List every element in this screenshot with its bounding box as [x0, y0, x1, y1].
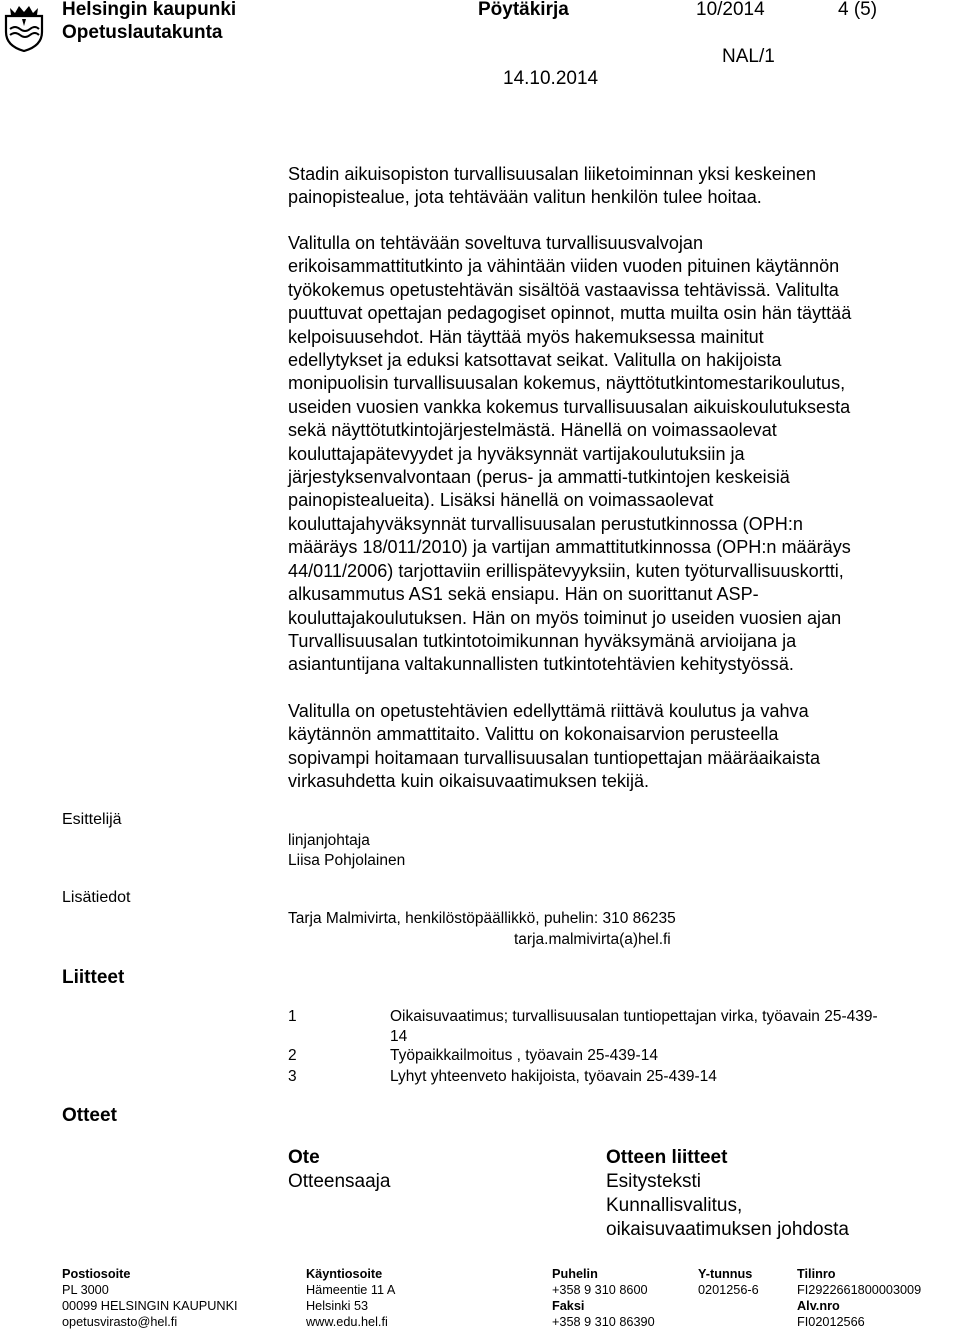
paragraph-2	[288, 232, 948, 677]
text-line: alkusammutus AS1 sekä ensiapu. Hän on suorittanut ASP-	[288, 584, 759, 605]
helsinki-crest-logo	[2, 2, 46, 52]
text-line: työkokemus opetustehtävän sisältöä vastaavissa tehtävissä. Valitulta	[288, 279, 839, 300]
extract-recipient-header: Ote	[288, 1147, 320, 1168]
contact-email: tarja.malmivirta(a)hel.fi	[514, 931, 671, 948]
text-line: virkasuhdetta kuin oikaisuvaatimuksen tekijä.	[288, 771, 650, 792]
footer-phone	[552, 1266, 655, 1330]
contact-line: Tarja Malmivirta, henkilöstöpäällikkö, puhelin: 310 86235	[288, 910, 676, 927]
footer-text: PL 3000	[62, 1283, 109, 1297]
footer-header: Käyntiosoite	[306, 1267, 383, 1281]
text-line: Valitulla on opetustehtävien edellyttämä riittävä koulutus ja vahva	[288, 701, 809, 721]
section-code: NAL/1	[722, 46, 775, 67]
text-line: 44/011/2006) tarjottaviin erillispätevyyksiin, kuten työturvallisuuskortti,	[288, 560, 844, 581]
footer-visit	[306, 1266, 395, 1330]
footer-header: Faksi	[552, 1299, 585, 1313]
meeting-date: 14.10.2014	[503, 68, 599, 89]
footer-header: Alv.nro	[797, 1299, 840, 1313]
document-type: Pöytäkirja	[478, 0, 569, 20]
text-line: edellytykset ja eduksi katsottavat seikat. Valitulla on hakijoista	[288, 350, 782, 371]
footer-email: opetusvirasto@hel.fi	[62, 1315, 178, 1329]
paragraph-1	[288, 163, 948, 210]
text-line: monipuolisin turvallisuusalan kokemus, näyttötutkintomestarikoulutus,	[288, 373, 846, 394]
text-line: määräys 18/011/2010) ja vartijan ammattitutkinnossa (OPH:n määräys	[288, 537, 851, 558]
footer-text: FI02012566	[797, 1315, 865, 1329]
text-line: Valitulla on tehtävään soveltuva turvallisuusvalvojan	[288, 233, 704, 253]
extract-attachments-header: Otteen liitteet	[606, 1147, 728, 1168]
attachment-title: Työpaikkailmoitus , työavain 25-439-14	[390, 1047, 658, 1064]
footer-postal	[62, 1266, 238, 1330]
footer-text: 0201256-6	[698, 1283, 759, 1297]
attachment-number: 3	[288, 1068, 297, 1085]
footer-website: www.edu.hel.fi	[306, 1315, 388, 1329]
extracts-label: Otteet	[62, 1105, 117, 1126]
text-line: sopivampi hoitamaan turvallisuusalan tuntiopettajan määräaikaista	[288, 747, 821, 768]
footer-account	[797, 1266, 921, 1330]
text-line: kelpoisuusehdot. Hän täyttää myös hakemuksessa mainitut	[288, 326, 764, 347]
footer-header: Y-tunnus	[698, 1267, 753, 1281]
footer-text: Hämeentie 11 A	[306, 1283, 396, 1297]
text-line: Stadin aikuisopiston turvallisuusalan liiketoiminnan yksi keskeinen	[288, 164, 817, 184]
presenter-name: Liisa Pohjolainen	[288, 852, 406, 869]
text-line: useiden vuosien vankka kokemus turvallisuusalan aikuiskoulutuksesta	[288, 396, 851, 417]
footer-text: Helsinki 53	[306, 1299, 369, 1313]
extract-attachment: Esitysteksti	[606, 1171, 702, 1192]
footer-text: FI2922661800003009	[797, 1283, 922, 1297]
text-line: painopistealueita). Lisäksi hänellä on voimassaolevat	[288, 490, 714, 511]
attachment-number: 1	[288, 1008, 297, 1025]
attachments-label: Liitteet	[62, 967, 125, 988]
page-number: 4 (5)	[838, 0, 878, 20]
attachment-title-cont: 14	[390, 1028, 408, 1045]
document-number: 10/2014	[696, 0, 765, 20]
extract-attachment: Kunnallisvalitus,	[606, 1195, 743, 1216]
footer-text: +358 9 310 86390	[552, 1315, 655, 1329]
text-line: asiantuntijana valtakunnallisten tutkintotehtävien kehitystyössä.	[288, 654, 794, 675]
footer-text: 00099 HELSINGIN KAUPUNKI	[62, 1299, 238, 1313]
extract-attachment: oikaisuvaatimuksen johdosta	[606, 1219, 849, 1240]
attachment-title: Oikaisuvaatimus; turvallisuusalan tuntiopettajan virka, työavain 25-439-	[390, 1008, 878, 1025]
organization-name: Helsingin kaupunki	[62, 0, 237, 20]
footer-header: Postiosoite	[62, 1267, 131, 1281]
presenter-label: Esittelijä	[62, 811, 122, 828]
text-line: järjestyksenvalvontaan (perus- ja ammatti-tutkintojen keskeisiä	[288, 467, 790, 488]
presenter-title: linjanjohtaja	[288, 832, 370, 849]
extract-recipient: Otteensaaja	[288, 1171, 391, 1192]
text-line: erikoisammattitutkinto ja vähintään viiden vuoden pituinen käytännön	[288, 256, 840, 277]
footer-header: Puhelin	[552, 1267, 598, 1281]
attachment-number: 2	[288, 1047, 297, 1064]
text-line: käytännön ammattitaito. Valittu on kokonaisarvion perusteella	[288, 724, 779, 745]
text-line: puuttuvat opettajan pedagogiset opinnot, mutta muilta osin hän täyttää	[288, 303, 852, 324]
text-line: Turvallisuusalan tutkintotoimikunnan hyväksymänä arvioijana ja	[288, 630, 797, 651]
committee-name: Opetuslautakunta	[62, 22, 223, 43]
info-label: Lisätiedot	[62, 889, 131, 906]
text-line: sekä näyttötutkintojärjestelmästä. Hänellä on voimassaolevat	[288, 420, 777, 441]
paragraph-3	[288, 700, 948, 794]
footer-header: Tilinro	[797, 1267, 836, 1281]
text-line: kouluttajakoulutuksen. Hän on myös toiminut jo useiden vuosien ajan	[288, 607, 842, 628]
text-line: kouluttajapätevyydet ja hyväksynnät vartijakoulutuksiin ja	[288, 443, 745, 464]
text-line: kouluttajahyväksynnät turvallisuusalan perustutkinnossa (OPH:n	[288, 513, 803, 534]
text-line: painopistealue, jota tehtävään valitun henkilön tulee hoitaa.	[288, 187, 762, 208]
attachment-title: Lyhyt yhteenveto hakijoista, työavain 25-439-14	[390, 1068, 717, 1085]
footer-text: +358 9 310 8600	[552, 1283, 648, 1297]
footer-business-id	[698, 1266, 759, 1298]
